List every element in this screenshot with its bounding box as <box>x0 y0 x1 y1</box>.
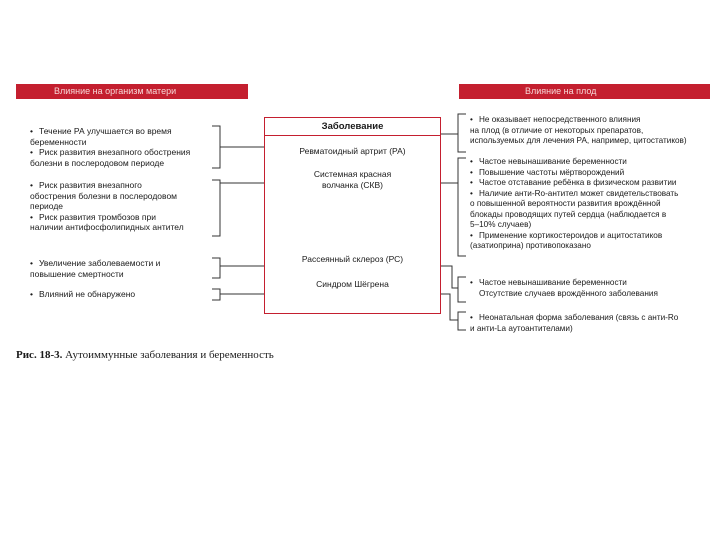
figure-title: Аутоиммунные заболевания и беременность <box>62 349 274 361</box>
disease-sle-line1: Системная красная <box>313 169 392 179</box>
list-item-cont: беременности <box>30 136 87 147</box>
list-item-cont: используемых для лечения РА, например, цитостатиков) <box>470 136 687 145</box>
list-item-cont: 5–10% случаев) <box>470 220 532 229</box>
connector-right-sjogren <box>441 294 458 320</box>
list-item: • Повышение частоты мёртворождений <box>470 167 625 177</box>
bracket-left-sjogren <box>212 289 220 300</box>
list-item: • Применение кортикостероидов и ацитостатиков <box>470 230 663 240</box>
list-item: • Наличие анти-Ro-антител может свидетельствовать <box>470 188 679 198</box>
list-item-cont: (азатиоприна) противопоказано <box>470 241 591 250</box>
figure-label: Рис. 18-3. <box>16 349 63 361</box>
bracket-right-sle <box>458 158 466 256</box>
list-item: • Частое отставание ребёнка в физическом развитии <box>470 178 677 187</box>
fetal-ra-block <box>470 115 687 147</box>
list-item-cont: болезни в послеродовом периоде <box>30 157 165 168</box>
list-item-cont: периоде <box>30 201 64 211</box>
maternal-ms-block <box>30 258 160 279</box>
list-item: • Не оказывает непосредственного влияния <box>470 115 641 124</box>
list-item: • Частое невынашивание беременности <box>470 157 627 166</box>
list-item: • Риск развития внезапного <box>30 180 142 190</box>
disease-box <box>264 117 441 314</box>
bracket-right-sjogren <box>458 312 466 330</box>
bracket-left-sle <box>212 180 220 236</box>
disease-sjogren: Синдром Шёгрена <box>316 279 389 289</box>
list-item: • Неонатальная форма заболевания (связь с анти-Ro <box>470 313 679 322</box>
connector-right-ms <box>441 266 458 288</box>
fetal-effects-header: Влияние на плод <box>459 84 710 99</box>
list-item: • Частое невынашивание беременности <box>470 278 627 287</box>
list-item-cont: на плод (в отличие от некоторых препаратов, <box>470 125 644 135</box>
list-item-cont: обострения болезни в послеродовом <box>30 190 178 201</box>
bracket-right-ms <box>458 277 466 302</box>
figure-caption <box>16 349 274 361</box>
disease-ra: Ревматоидный артрит (РА) <box>299 146 406 156</box>
fetal-sjogren-block <box>470 313 678 334</box>
maternal-sle-block <box>30 180 184 233</box>
bracket-right-ra <box>458 114 466 152</box>
fetal-ms-block <box>470 278 658 299</box>
list-item-cont: о повышенной вероятности развития врождённой <box>470 199 661 208</box>
disease-sle-line2: волчанка (СКВ) <box>322 180 383 190</box>
list-item-cont: Отсутствие случаев врождённого заболевания <box>479 288 658 298</box>
bracket-left-ms <box>212 258 220 278</box>
bracket-left-ra <box>212 126 220 168</box>
disease-ms: Рассеянный склероз (РС) <box>301 254 404 264</box>
maternal-effects-header: Влияние на организм матери <box>16 84 248 99</box>
list-item: • Риск развития внезапного обострения <box>30 147 191 157</box>
list-item: • Увеличение заболеваемости и <box>30 258 161 268</box>
disease-box-title: Заболевание <box>265 118 440 136</box>
list-item-cont: повышение смертности <box>30 268 124 279</box>
fetal-sle-block <box>470 157 678 252</box>
list-item: • Влияний не обнаружено <box>30 289 136 299</box>
list-item: • Течение РА улучшается во время <box>30 126 172 136</box>
maternal-ra-block <box>30 126 190 168</box>
maternal-sjogren-block <box>30 289 135 300</box>
list-item: • Риск развития тромбозов при <box>30 211 156 222</box>
list-item-cont: блокады проводящих путей сердца (наблюдается в <box>470 209 667 219</box>
list-item-cont: наличии антифосфолипидных антител <box>30 222 184 232</box>
list-item-cont: и анти-La аутоантителами) <box>470 323 573 333</box>
